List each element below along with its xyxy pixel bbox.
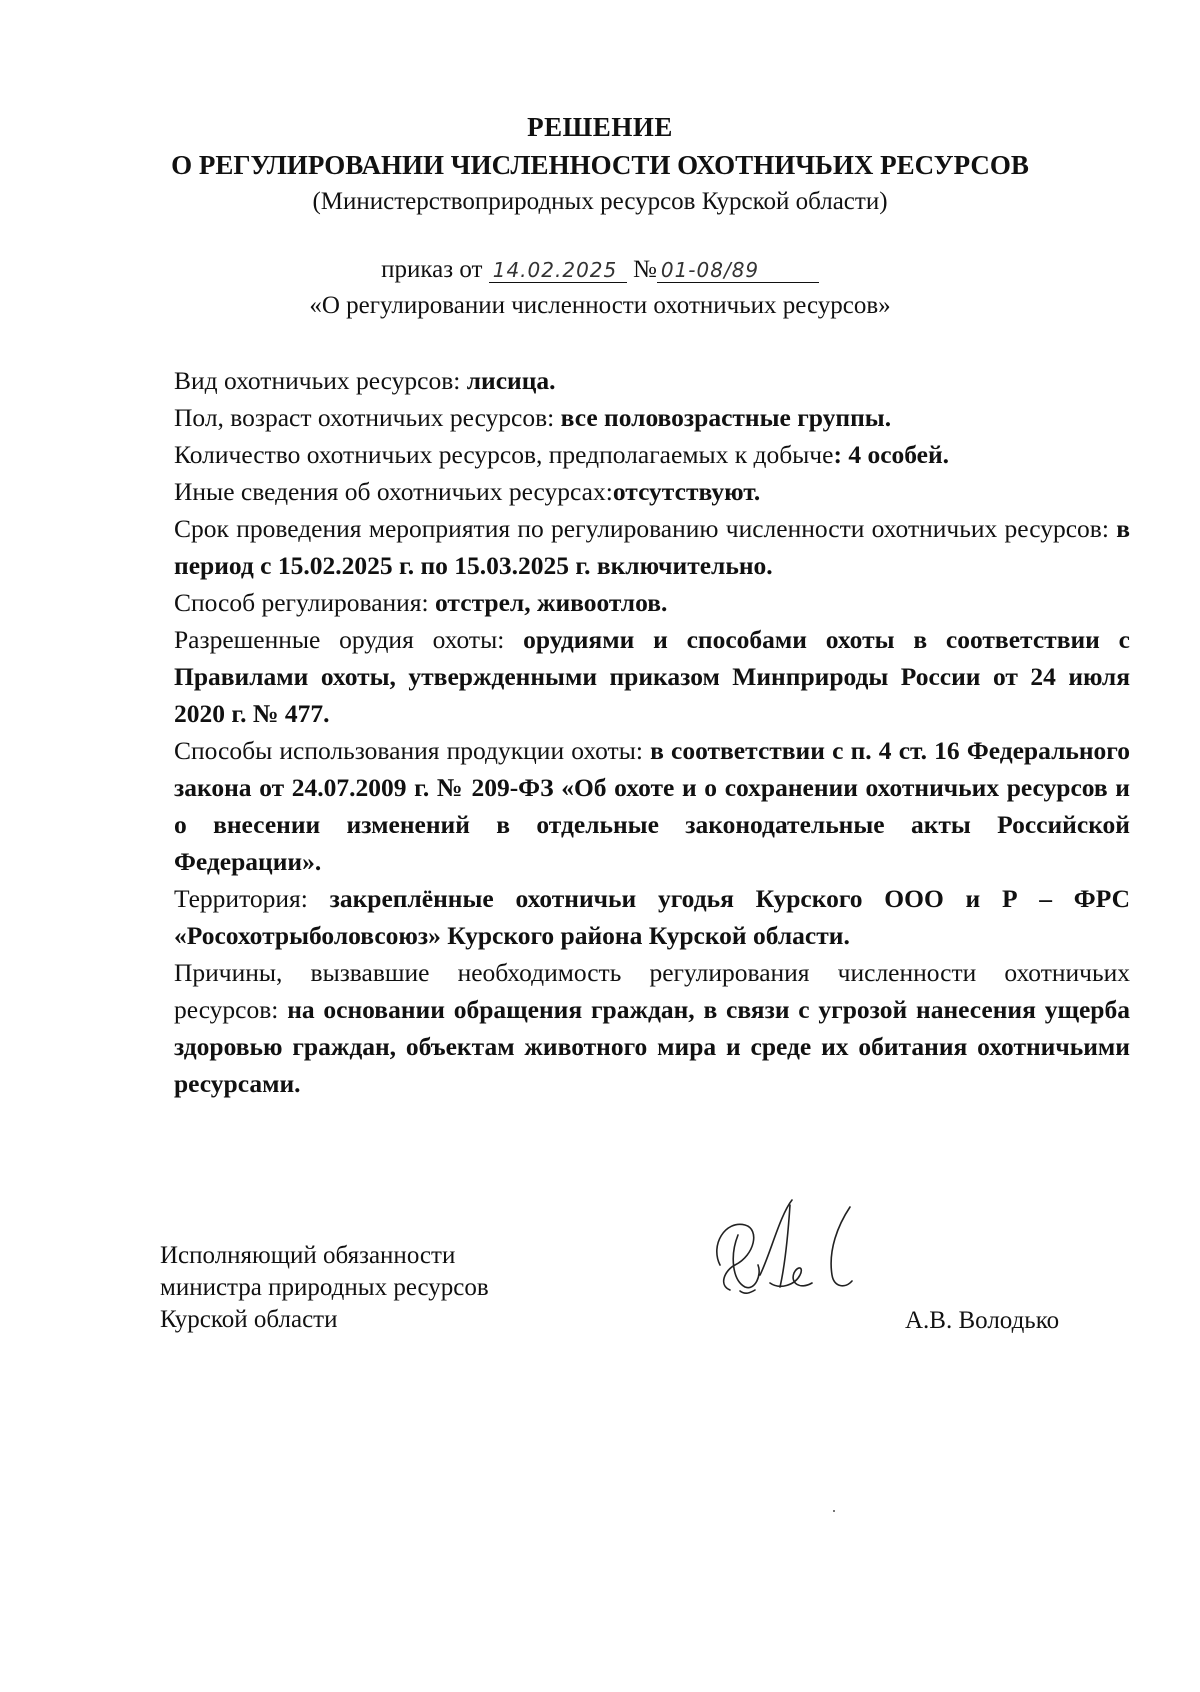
signatory-name: А.В. Володько xyxy=(905,1307,1060,1334)
signatory-position: Исполняющий обязанности министра природных ресурсов Курской области xyxy=(160,1242,489,1333)
document-title: РЕШЕНИЕ xyxy=(527,112,673,142)
field-period: Срок проведения мероприятия по регулированию численности охотничьих ресурсов: в период с 15.02.2025 г. по 15.03.2025 г. включительно. xyxy=(174,514,1130,580)
field-quantity: Количество охотничьих ресурсов, предполагаемых к добыче: 4 особей. xyxy=(174,440,950,469)
order-number-handwritten: 01-08/89 xyxy=(657,258,819,283)
field-sex-age: Пол, возраст охотничьих ресурсов: все половозрастные группы. xyxy=(174,403,892,432)
document-subject: О РЕГУЛИРОВАНИИ ЧИСЛЕННОСТИ ОХОТНИЧЬИХ РЕСУРСОВ xyxy=(171,150,1029,180)
decision-body xyxy=(174,362,1130,1102)
order-prefix: приказ от xyxy=(381,256,483,283)
order-number-sign: № xyxy=(632,256,657,283)
order-reference xyxy=(0,256,1200,284)
field-product-use: Способы использования продукции охоты: в соответствии с п. 4 ст. 16 Федерального закона от 24.07.2009 г. № 209-ФЗ «Об охоте и о сохранении охотничьих ресурсов и о внесении изменений в отдельные законодательные акты Российской Федерации». xyxy=(174,736,1130,876)
field-method: Способ регулирования: отстрел, живоотлов. xyxy=(174,588,668,617)
scan-speck xyxy=(833,1510,835,1512)
field-reasons: Причины, вызвавшие необходимость регулирования численности охотничьих ресурсов: на основании обращения граждан, в связи с угрозой нанесения ущерба здоровью граждан, объектам животного мира и среде их обитания охотничьими ресурсами. xyxy=(174,958,1130,1098)
field-resource-type: Вид охотничьих ресурсов: лисица. xyxy=(174,366,556,395)
order-date-handwritten: 14.02.2025 xyxy=(489,258,627,283)
field-territory: Территория: закреплённые охотничьи угодья Курского ООО и Р – ФРС «Росохотрыболовсоюз» Курского района Курской области. xyxy=(174,884,1130,950)
field-other-info: Иные сведения об охотничьих ресурсах:отсутствуют. xyxy=(174,477,761,506)
order-name: «О регулировании численности охотничьих ресурсов» xyxy=(309,292,891,319)
field-tools: Разрешенные орудия охоты: орудиями и способами охоты в соответствии с Правилами охоты, утвержденными приказом Минприроды России от 24 июля 2020 г. № 477. xyxy=(174,625,1130,728)
signature-icon xyxy=(700,1195,870,1315)
issuer-name: (Министерствоприродных ресурсов Курской области) xyxy=(312,188,888,215)
